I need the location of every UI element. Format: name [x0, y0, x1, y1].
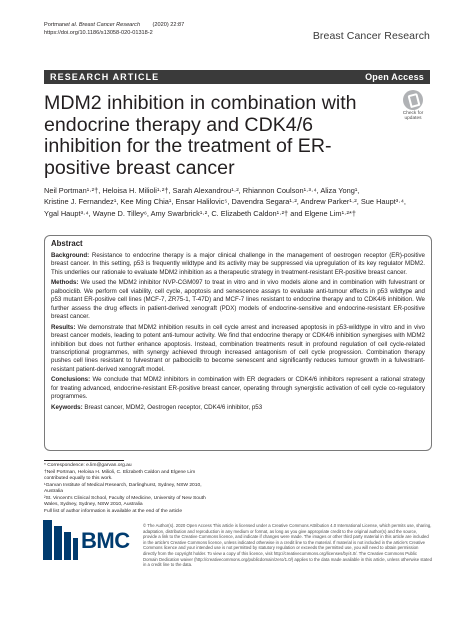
- journal-name: Breast Cancer Research: [312, 30, 430, 42]
- bmc-logo-text: BMC: [81, 528, 130, 553]
- affiliation-1-cont: Australia: [44, 489, 64, 494]
- equal-contribution-note-cont: contributed equally to this work.: [44, 476, 113, 481]
- abstract-background: [51, 252, 425, 277]
- footnote-rule: [44, 460, 124, 461]
- affiliation-1: ¹Garvan Institute of Medical Research, Darlinghurst, Sydney, NSW 2010,: [44, 482, 202, 488]
- keywords-label: Keywords:: [51, 403, 83, 411]
- article-type-bar: [44, 70, 430, 84]
- abstract-conclusions: [51, 376, 425, 401]
- author-line: Neil Portman¹·²†, Heloisa H. Milioli¹·²†, Sarah Alexandrou¹·², Rhiannon Coulson¹·³·⁴, Aliza Yong¹,: [44, 186, 360, 195]
- equal-contribution-note: †Neil Portman, Heloisa H. Milioli, C. Elizabeth Caldon and Elgene Lim: [44, 469, 196, 475]
- background-label: Background:: [51, 252, 90, 259]
- affiliation-2: ²St. Vincent's Clinical School, Faculty of Medicine, University of New South: [44, 495, 206, 501]
- open-access-label: Open Access: [365, 72, 424, 82]
- doi-link[interactable]: https://doi.org/10.1186/s13058-020-01318-2: [44, 29, 153, 36]
- bookmark-check-icon: [403, 90, 423, 110]
- footnotes: [44, 460, 229, 515]
- abstract-heading: Abstract: [51, 239, 83, 248]
- abstract-box: [44, 235, 432, 451]
- keywords-text: Breast cancer, MDM2, Oestrogen receptor, CDK4/6 inhibitor, p53: [82, 403, 263, 411]
- author-line: Kristine J. Fernandez¹, Kee Ming Chia¹, Ensar Halilovic⁵, Davendra Segara¹·², Andrew Parker¹·², Sue Haupt³·⁴,: [44, 197, 406, 207]
- results-text: We demonstrate that MDM2 inhibition results in cell cycle arrest and increased apoptosis in p53-wildtype in vitro and in vivo breast cancer models, leading to potent anti-tumour activity. We find that endocrine therapy or CDK4/6 inhibition synergises with MDM2 inhibition but does not further enhance apoptosis. Instead, combination treatments result in profound regulation of cell cycle-related transcriptional programmes, with synergy achieved through increased antagonism of cell cycle progression. Combination therapy pushes cell lines resistant to fulvestrant or palbociclib to become senescent and significantly reduces tumour growth in a fulvestrant-resistant patient-derived xenograft model.: [51, 323, 425, 373]
- author-list: [44, 185, 432, 219]
- badge-line1: Check for: [402, 111, 424, 116]
- abstract-keywords: [51, 404, 425, 412]
- citation-block: [44, 22, 184, 37]
- conclusions-label: Conclusions:: [51, 376, 91, 384]
- badge-line2: updates: [404, 116, 422, 122]
- conclusions-text: We conclude that MDM2 inhibitors in combination with ER degraders or CDK4/6 inhibitors represent a rational strategy for treating advanced, endocrine-resistant ER-positive breast cancer, operating through synergistic activation of cell cycle co-regulatory programmes.: [51, 376, 425, 401]
- abstract-results: [51, 324, 425, 375]
- affiliation-2-cont: Wales, Sydney, Sydney, NSW 2010, Australia: [44, 502, 143, 507]
- results-label: Results:: [51, 323, 76, 331]
- author-line: Ygal Haupt³·⁴, Wayne D. Tilley⁶, Amy Swarbrick¹·², C. Elizabeth Caldon¹·²† and Elgene Lim¹·²*†: [44, 208, 356, 218]
- citation-authors: Portman: [44, 22, 66, 28]
- correspondence-note[interactable]: * Correspondence: e.lim@garvan.org.au: [44, 463, 132, 468]
- methods-text: We used the MDM2 inhibitor NVP-CGM097 to treat in vitro and in vivo models alone and in combination with fulvestrant or palbociclib. We perform cell viability, cell cycle, apoptosis and senescence assays to evaluate anti-tumour effects in p53 wildtype and p53 mutant ER-positive cell lines (MCF-7, ZR75-1, T-47D) and MCF-7 lines resistant to endocrine therapy and to CDK4/6 inhibition. We further assess the drug effects in patient-derived xenograft (PDX) models of endocrine-sensitive and endocrine-resistant ER-positive breast cancer.: [51, 279, 425, 321]
- methods-label: Methods:: [51, 279, 79, 287]
- article-title: MDM2 inhibition in combination with endocrine therapy and CDK4/6 inhibition for the treatment of ER-positive breast cancer: [44, 92, 357, 179]
- bmc-logo-mark-icon: [43, 518, 79, 564]
- citation-year-pages: (2020) 22:87: [152, 22, 185, 28]
- abstract-methods: [51, 279, 425, 321]
- background-text: Resistance to endocrine therapy is a major clinical challenge in the management of oestrogen receptor (ER)-positive breast cancer. In this setting, p53 is frequently wildtype and its activity may be suppressed via upregulation of its key regulator MDM2. This underlies our rationale to evaluate MDM2 inhibition as a therapeutic strategy in treatment-resistant ER-positive breast cancer.: [51, 252, 425, 276]
- citation-journal: et al. Breast Cancer Research: [65, 22, 141, 28]
- check-for-updates-badge[interactable]: [398, 90, 428, 123]
- article-type-label: RESEARCH ARTICLE: [50, 72, 160, 82]
- author-info-note: Full list of author information is available at the end of the article: [44, 508, 183, 514]
- bmc-logo: [43, 518, 143, 580]
- license-text: © The Author(s). 2020 Open Access This article is licensed under a Creative Commons Attribution 4.0 International License, which permits use, sharing, adaptation, distribution and reproduction in any medium or format, as long as you give appropriate credit to the original author(s) and the source, provide a link to the Creative Commons licence, and indicate if changes were made. The images or other third party material in this article are included in the article's Creative Commons licence, unless indicated otherwise in a credit line to the material. If material is not included in the article's Creative Commons licence and your intended use is not permitted by statutory regulation or exceeds the permitted use, you will need to obtain permission directly from the copyright holder. To view a copy of this licence, visit http://creativecommons.org/licenses/by/4.0/. The Creative Commons Public Domain Dedication waiver (http://creativecommons.org/publicdomain/zero/1.0/) applies to the data made available in this article, unless otherwise stated in a credit line to the data.: [143, 523, 432, 568]
